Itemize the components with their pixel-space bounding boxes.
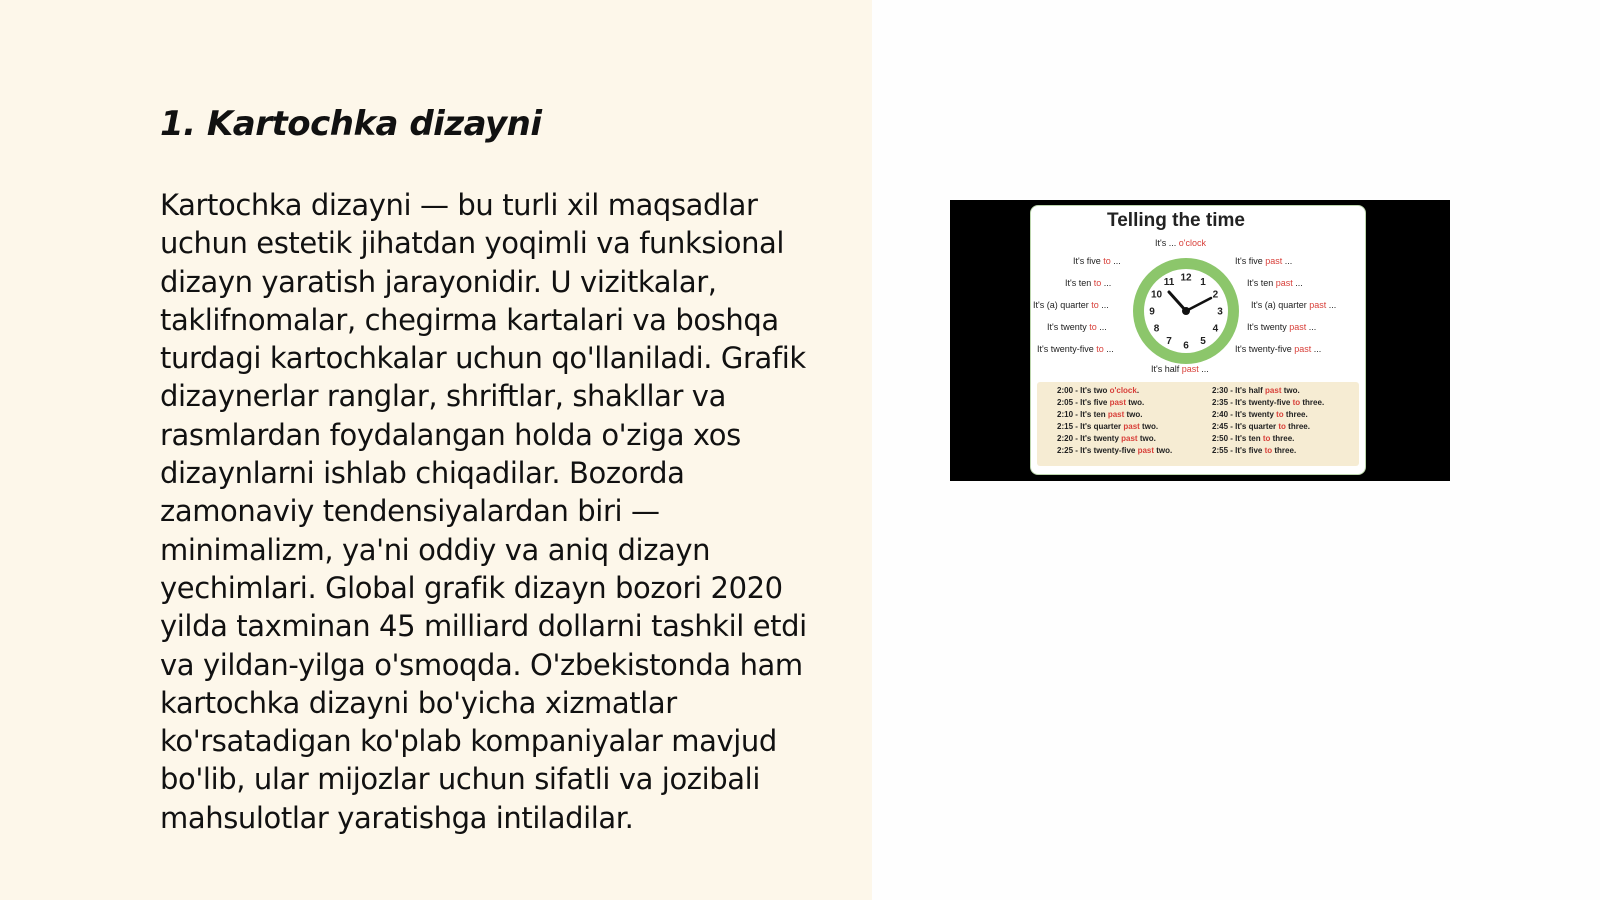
example-line: 2:00 - It's two o'clock. [1057,386,1140,395]
telling-time-card [1030,205,1366,475]
label-right-3: It's twenty past ... [1247,322,1317,332]
label-half-past: It's half past ... [1151,364,1209,374]
examples-left [1057,385,1172,457]
label-oclock: It's ... o'clock [1155,238,1206,248]
example-line: 2:25 - It's twenty-five past two. [1057,446,1173,455]
image-title: Telling the time [1107,210,1245,231]
clock-number-12: 12 [1180,272,1192,284]
examples-right [1212,385,1324,457]
clock-face [1131,256,1241,366]
label-left-4: It's twenty-five to ... [1037,344,1114,354]
example-line: 2:55 - It's five to three. [1212,446,1297,455]
example-line: 2:15 - It's quarter past two. [1057,422,1159,431]
slide-body-text: Kartochka dizayni — bu turli xil maqsadlar uchun estetik jihatdan yoqimli va funksional dizayn yaratish jarayonidir. U vizitkalar, taklifnomalar, chegirma kartalari va boshqa turdagi kartochkalar uchun qo'llaniladi. Grafik dizaynerlar ranglar, shriftlar, shakllar va rasmlardan foydalangan holda o'ziga xos dizaynlarni ishlab chiqadilar. Bozorda zamonaviy tendensiyalardan biri — minimalizm, ya'ni oddiy va aniq dizayn yechimlari. Global grafik dizayn bozori 2020 yilda taxminan 45 milliard dollarni tashkil etdi va yildan-yilga o'smoqda. O'zbekistonda ham kartochka dizayni bo'yicha xizmatlar ko'rsatadigan ko'plab kompaniyalar mavjud bo'lib, ular mijozlar uchun sifatli va jozibali mahsulotlar yaratishga intiladilar. [160,188,807,835]
clock-number-3: 3 [1217,306,1223,318]
label-right-1: It's ten past ... [1247,278,1303,288]
clock-number-4: 4 [1212,323,1219,335]
clock-number-9: 9 [1149,306,1155,318]
clock-number-6: 6 [1183,340,1189,352]
label-left-1: It's ten to ... [1065,278,1112,288]
label-left-2: It's (a) quarter to ... [1033,300,1109,310]
label-right-0: It's five past ... [1235,256,1293,266]
clock-number-10: 10 [1150,289,1163,301]
example-line: 2:40 - It's twenty to three. [1212,410,1308,419]
example-line: 2:30 - It's half past two. [1212,386,1300,395]
label-left-3: It's twenty to ... [1047,322,1107,332]
example-line: 2:50 - It's ten to three. [1212,434,1295,443]
example-line: 2:10 - It's ten past two. [1057,410,1143,419]
telling-time-image [950,200,1450,481]
label-right-2: It's (a) quarter past ... [1251,300,1337,310]
example-line: 2:45 - It's quarter to three. [1212,422,1310,431]
slide-title: 1. Kartochka dizayni [160,104,542,144]
clock-number-1: 1 [1200,277,1206,289]
example-line: 2:20 - It's twenty past two. [1057,434,1156,443]
example-line: 2:35 - It's twenty-five to three. [1212,398,1325,407]
example-line: 2:05 - It's five past two. [1057,398,1145,407]
clock-number-11: 11 [1163,277,1175,289]
label-right-4: It's twenty-five past ... [1235,344,1322,354]
label-left-0: It's five to ... [1073,256,1121,266]
clock-number-5: 5 [1200,335,1206,347]
clock-number-8: 8 [1153,323,1160,335]
clock-number-2: 2 [1212,289,1219,301]
clock-number-7: 7 [1166,335,1172,347]
examples-box [1037,382,1359,466]
clock-center [1182,307,1190,315]
